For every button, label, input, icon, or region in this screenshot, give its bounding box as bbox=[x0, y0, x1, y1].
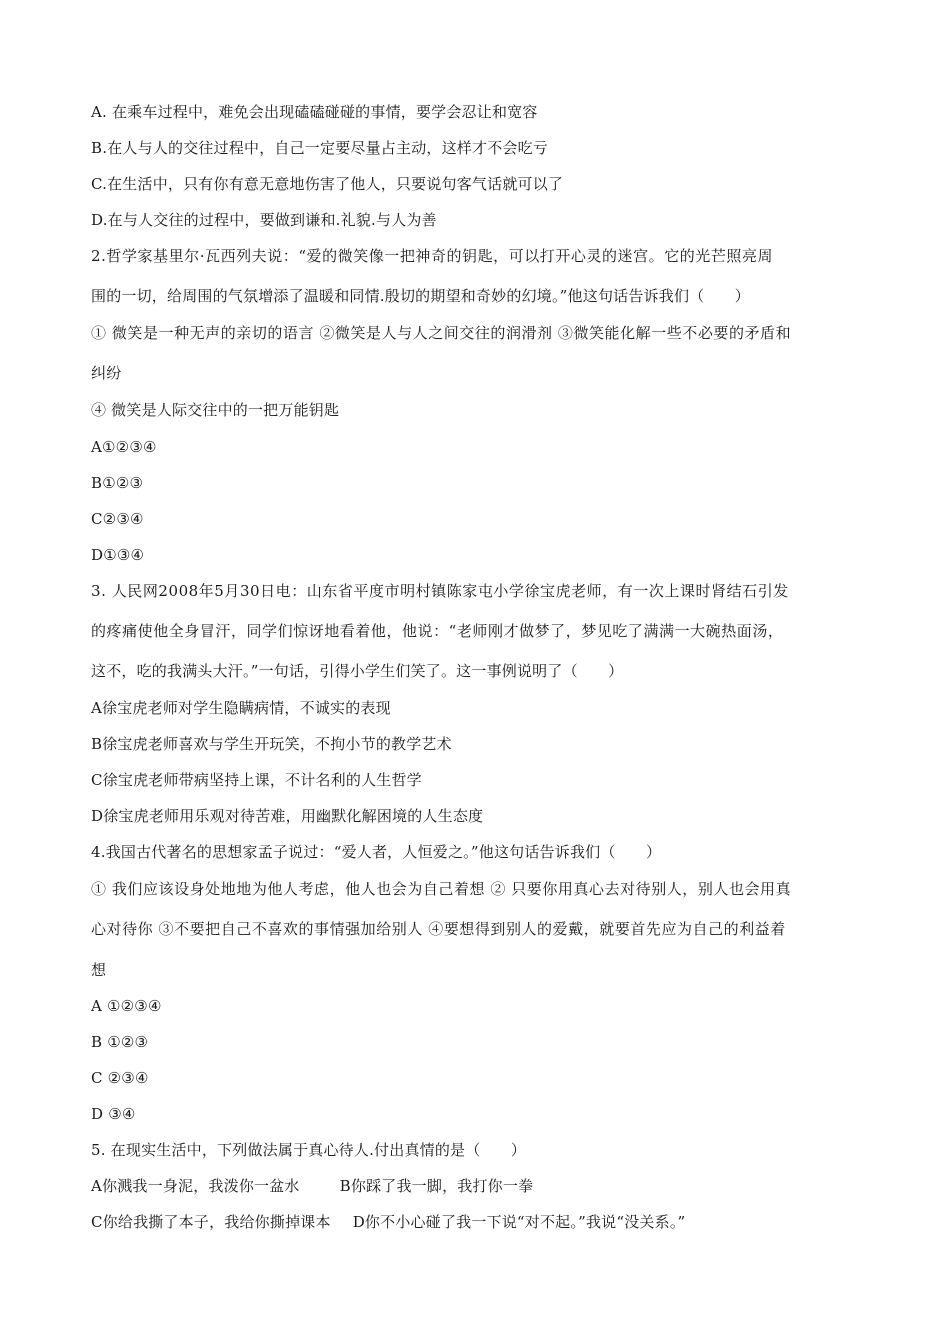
q5-option-b: B你踩了我一脚，我打你一拳 bbox=[339, 1177, 534, 1195]
q2-option-d: D①③④ bbox=[91, 546, 145, 564]
q4-statements-line3: 想 bbox=[91, 961, 107, 979]
q5-option-c: C你给我撕了本子，我给你撕掉课本 bbox=[91, 1213, 331, 1231]
q3-option-b: B徐宝虎老师喜欢与学生开玩笑，不拘小节的教学艺术 bbox=[91, 735, 452, 753]
q4-statements-line2: 心对待你 ③不要把自己不喜欢的事情强加给别人 ④要想得到别人的爱戴，就要首先应为自己的利益着 bbox=[91, 920, 786, 938]
q4-option-d: D ③④ bbox=[91, 1105, 136, 1123]
q5-options-row2 bbox=[91, 1212, 861, 1232]
q4-option-c: C ②③④ bbox=[91, 1069, 149, 1087]
q2-stem-line1: 2.哲学家基里尔·瓦西列夫说：“爱的微笑像一把神奇的钥匙，可以打开心灵的迷宫。它的光芒照亮周 bbox=[91, 247, 774, 265]
q4-stem: 4.我国古代著名的思想家孟子说过：“爱人者，人恒爱之。”他这句话告诉我们（ ） bbox=[91, 843, 662, 861]
q1-option-a: A. 在乘车过程中，难免会出现磕磕碰碰的事情，要学会忍让和宽容 bbox=[91, 103, 538, 121]
q2-statement-4: ④ 微笑是人际交往中的一把万能钥匙 bbox=[91, 401, 340, 419]
q3-stem-line2: 的疼痛使他全身冒汗，同学们惊讶地看着他，他说：“老师刚才做梦了，梦见吃了满满一大碗热面汤， bbox=[91, 622, 784, 640]
q2-option-a: A①②③④ bbox=[91, 438, 157, 456]
q1-option-b: B.在人与人的交往过程中，自己一定要尽量占主动，这样才不会吃亏 bbox=[91, 139, 548, 157]
q2-statements-line1: ① 微笑是一种无声的亲切的语言 ②微笑是人与人之间交往的润滑剂 ③微笑能化解一些不必要的矛盾和 bbox=[91, 324, 792, 342]
q3-stem-line3: 这不，吃的我满头大汗。”一句话，引得小学生们笑了。这一事例说明了（ ） bbox=[91, 662, 624, 680]
q3-option-d: D徐宝虎老师用乐观对待苦难，用幽默化解困境的人生态度 bbox=[91, 807, 484, 825]
q2-statements-line2: 纠纷 bbox=[91, 364, 122, 382]
q5-stem: 5. 在现实生活中，下列做法属于真心待人.付出真情的是（ ） bbox=[91, 1141, 527, 1159]
q2-option-b: B①②③ bbox=[91, 474, 144, 492]
q2-option-c: C②③④ bbox=[91, 510, 144, 528]
q5-options-row1 bbox=[91, 1176, 861, 1196]
q2-stem-line2: 围的一切，给周围的气氛增添了温暖和同情.殷切的期望和奇妙的幻境。”他这句话告诉我们（ ） bbox=[91, 287, 750, 305]
q1-option-c: C.在生活中，只有你有意无意地伤害了他人，只要说句客气话就可以了 bbox=[91, 175, 564, 193]
q3-stem-line1: 3. 人民网2008年5月30日电：山东省平度市明村镇陈家屯小学徐宝虎老师，有一次上课时肾结石引发 bbox=[91, 582, 789, 600]
q5-option-d: D你不小心碰了我一下说“对不起。”我说“没关系。” bbox=[352, 1213, 686, 1231]
q4-statements-line1: ① 我们应该设身处地地为他人考虑，他人也会为自己着想 ② 只要你用真心去对待别人，别人也会用真 bbox=[91, 880, 792, 898]
q5-option-a: A你溅我一身泥，我泼你一盆水 bbox=[91, 1177, 300, 1195]
q3-option-a: A徐宝虎老师对学生隐瞒病情，不诚实的表现 bbox=[91, 699, 391, 717]
q3-option-c: C徐宝虎老师带病坚持上课，不计名利的人生哲学 bbox=[91, 771, 422, 789]
q4-option-b: B ①②③ bbox=[91, 1033, 149, 1051]
q1-option-d: D.在与人交往的过程中，要做到谦和.礼貌.与人为善 bbox=[91, 211, 437, 229]
q4-option-a: A ①②③④ bbox=[91, 997, 162, 1015]
